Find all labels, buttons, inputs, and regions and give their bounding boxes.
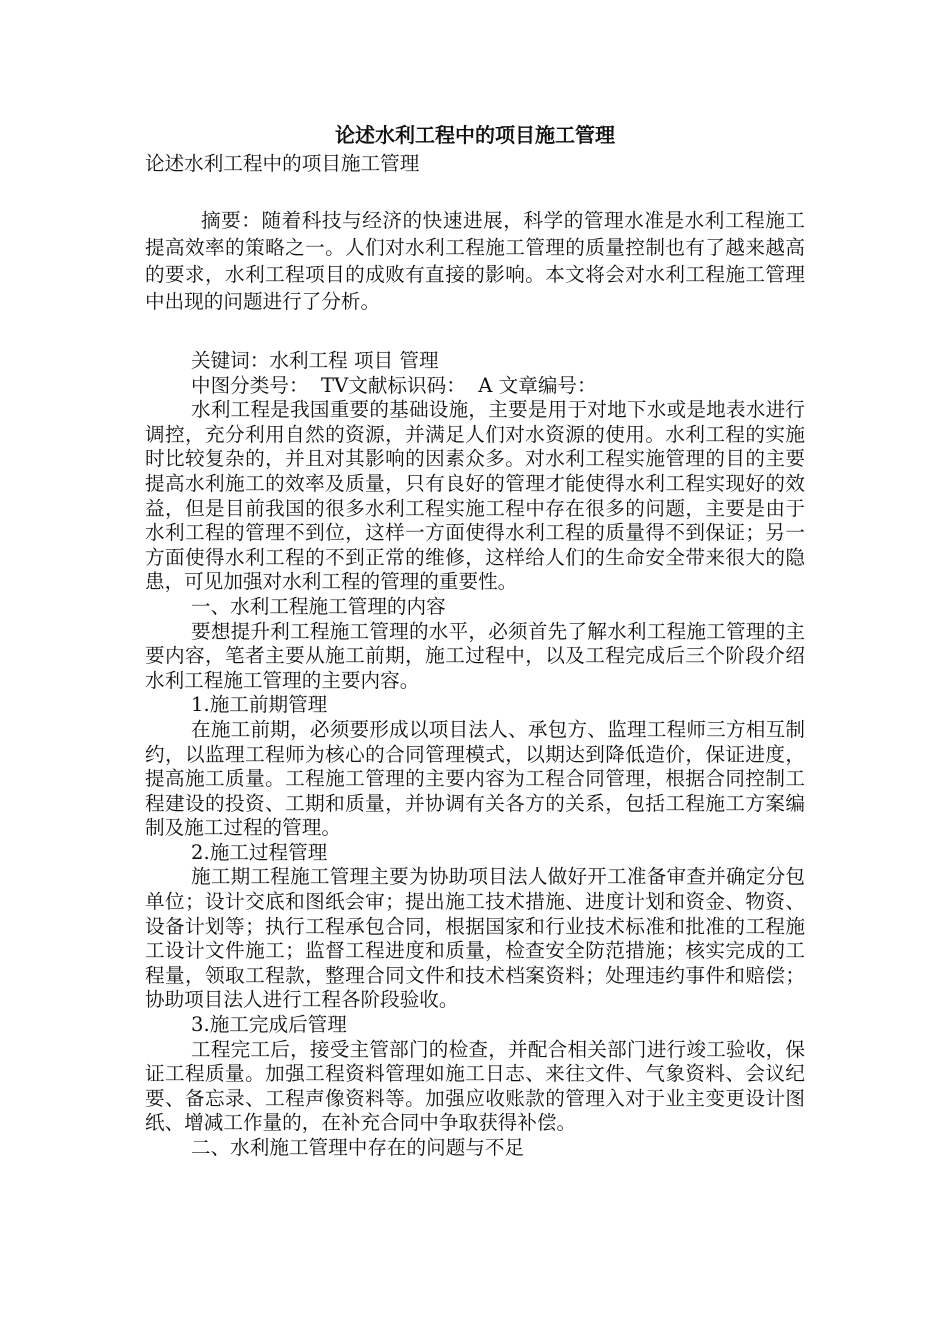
subsection-2-paragraph: 施工期工程施工管理主要为协助项目法人做好开工准备审查并确定分包单位；设计交底和图纸会审；提出施工技术措施、进度计划和资金、物资、设备计划等；执行工程承包合同，根据国家和行业技术标准和批准的工程施工设计文件施工；监督工程进度和质量，检查安全防范措施；核实完成的工程量，领取工程款，整理合同文件和技术档案资料；处理违约事件和赔偿；协助项目法人进行工程各阶段验收。 <box>145 865 805 1012</box>
section-1-paragraph: 要想提升利工程施工管理的水平，必须首先了解水利工程施工管理的主要内容，笔者主要从施工前期，施工过程中，以及工程完成后三个阶段介绍水利工程施工管理的主要内容。 <box>145 619 805 692</box>
document-title: 论述水利工程中的项目施工管理 <box>335 123 615 147</box>
keywords-line: 关键词：水利工程 项目 管理 <box>191 349 439 372</box>
section-2-heading: 二、水利施工管理中存在的问题与不足 <box>191 1136 525 1159</box>
subsection-3-paragraph: 工程完工后，接受主管部门的检查，并配合相关部门进行竣工验收，保证工程质量。加强工程资料管理如施工日志、来往文件、气象资料、会议纪要、备忘录、工程声像资料等。加强应收账款的管理入对于业主变更设计图纸、增减工作量的，在补充合同中争取获得补偿。 <box>145 1037 805 1135</box>
subsection-2-heading: 2.施工过程管理 <box>191 840 328 864</box>
intro-paragraph: 水利工程是我国重要的基础设施，主要是用于对地下水或是地表水进行调控，充分利用自然的资源，并满足人们对水资源的使用。水利工程的实施时比较复杂的，并且对其影响的因素众多。对水利工程实施管理的目的主要提高水利施工的效率及质量，只有良好的管理才能使得水利工程实现好的效益，但是目前我国的很多水利工程实施工程中存在很多的问题，主要是由于水利工程的管理不到位，这样一方面使得水利工程的质量得不到保证；另一方面使得水利工程的不到正常的维修，这样给人们的生命安全带来很大的隐患，可见加强对水利工程的管理的重要性。 <box>145 398 805 594</box>
abstract-paragraph: 摘要：随着科技与经济的快速进展，科学的管理水准是水利工程施工提高效率的策略之一。人们对水利工程施工管理的质量控制也有了越来越高的要求，水利工程项目的成败有直接的影响。本文将会对水利工程施工管理中出现的问题进行了分析。 <box>145 209 805 313</box>
subsection-3-heading: 3.施工完成后管理 <box>191 1013 347 1037</box>
classification-line: 中图分类号： TV文献标识码： A 文章编号： <box>191 373 597 397</box>
section-1-heading: 一、水利工程施工管理的内容 <box>191 594 446 618</box>
document-subtitle: 论述水利工程中的项目施工管理 <box>145 152 420 175</box>
subsection-1-paragraph: 在施工前期，必须要形成以项目法人、承包方、监理工程师三方相互制约，以监理工程师为核心的合同管理模式，以期达到降低造价，保证进度，提高施工质量。工程施工管理的主要内容为工程合同管理，根据合同控制工程建设的投资、工期和质量，并协调有关各方的关系，包括工程施工方案编制及施工过程的管理。 <box>145 717 805 840</box>
document-page <box>145 120 805 1161</box>
subsection-1-heading: 1.施工前期管理 <box>191 693 328 717</box>
